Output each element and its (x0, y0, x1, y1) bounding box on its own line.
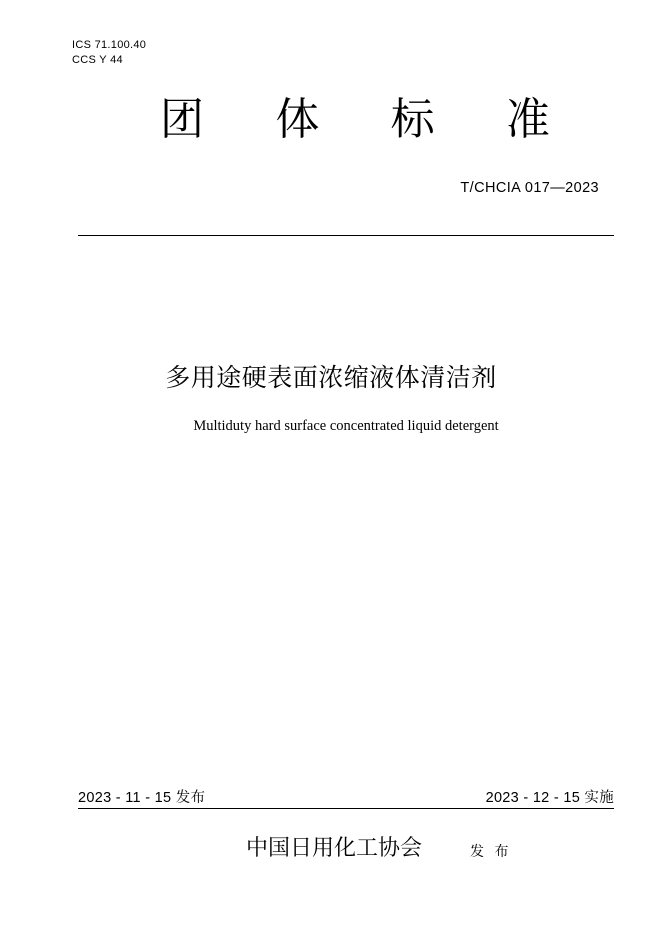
document-title-english: Multiduty hard surface concentrated liquid detergent (193, 418, 499, 434)
standard-type-char: 准 (505, 94, 550, 145)
standard-type-char: 团 (160, 94, 204, 145)
publisher-name: 中国日用化工协会 (246, 836, 423, 861)
issue-date: 2023 - 11 - 15 发布 (78, 790, 206, 806)
header-divider (78, 235, 614, 236)
implementation-date: 2023 - 12 - 15 实施 (485, 790, 614, 806)
standard-type-char: 体 (275, 94, 320, 145)
footer-divider (78, 808, 614, 809)
standard-type-char: 标 (390, 94, 435, 145)
standard-type-title (160, 92, 550, 148)
ccs-code: CCS Y 44 (72, 54, 123, 66)
publisher-action: 发 布 (470, 844, 509, 860)
ics-code: ICS 71.100.40 (72, 39, 147, 51)
document-title-chinese: 多用途硬表面浓缩液体清洁剂 (165, 363, 497, 392)
standard-number: T/CHCIA 017—2023 (460, 180, 599, 196)
